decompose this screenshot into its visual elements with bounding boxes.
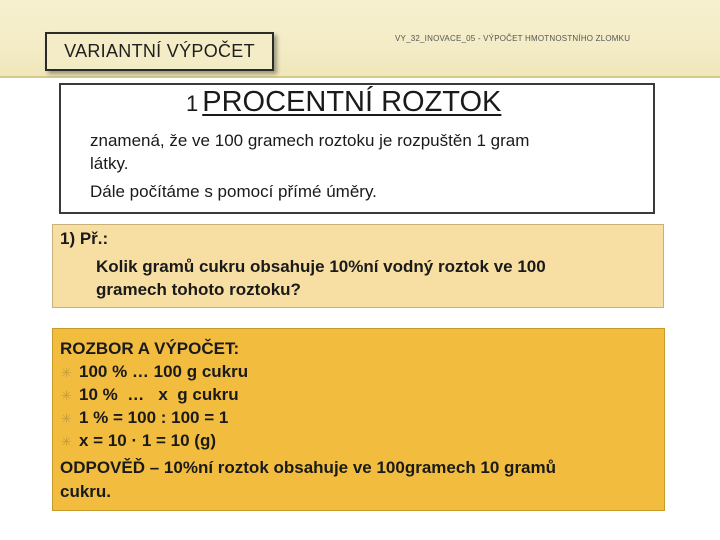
- definition-line-1: znamená, že ve 100 gramech roztoku je rozpuštěn 1 gram: [90, 131, 530, 150]
- example-question-line-2: gramech tohoto roztoku?: [96, 280, 301, 299]
- definition-line-2: látky.: [90, 154, 129, 173]
- example-question-line-1: Kolik gramů cukru obsahuje 10%ní vodný roztok ve 100: [96, 257, 546, 276]
- calculation-step-text: 10 % … x g cukru: [79, 385, 239, 404]
- bullet-icon: ✳: [61, 365, 72, 380]
- section-tag-label: VARIANTNÍ VÝPOČET: [64, 41, 255, 61]
- calculation-step: [61, 408, 228, 428]
- calculation-step: [61, 431, 216, 451]
- calculation-step-text: 1 % = 100 : 100 = 1: [79, 408, 229, 427]
- definition-line-3: Dále počítáme s pomocí přímé úměry.: [90, 182, 377, 201]
- calculation-heading: ROZBOR A VÝPOČET:: [60, 339, 240, 358]
- course-code: VY_32_INOVACE_05 - VÝPOČET HMOTNOSTNÍHO ZLOMKU: [395, 34, 631, 43]
- bullet-icon: ✳: [61, 434, 72, 449]
- answer-line-1: ODPOVĚĎ – 10%ní roztok obsahuje ve 100gramech 10 gramů: [60, 458, 557, 477]
- definition-number: 1: [186, 91, 199, 116]
- header-divider: [0, 76, 720, 78]
- bullet-icon: ✳: [61, 411, 72, 426]
- definition-title-text: PROCENTNÍ ROZTOK: [202, 86, 502, 118]
- calculation-step: [61, 362, 248, 382]
- definition-title: [186, 86, 501, 119]
- bullet-icon: ✳: [61, 388, 72, 403]
- calculation-step-text: 100 % … 100 g cukru: [79, 362, 249, 381]
- answer-line-2: cukru.: [60, 482, 112, 501]
- example-label: 1) Př.:: [60, 229, 109, 248]
- calculation-step-text: x = 10 · 1 = 10 (g): [79, 431, 217, 450]
- calculation-step: [61, 385, 239, 405]
- section-tag: [45, 32, 274, 71]
